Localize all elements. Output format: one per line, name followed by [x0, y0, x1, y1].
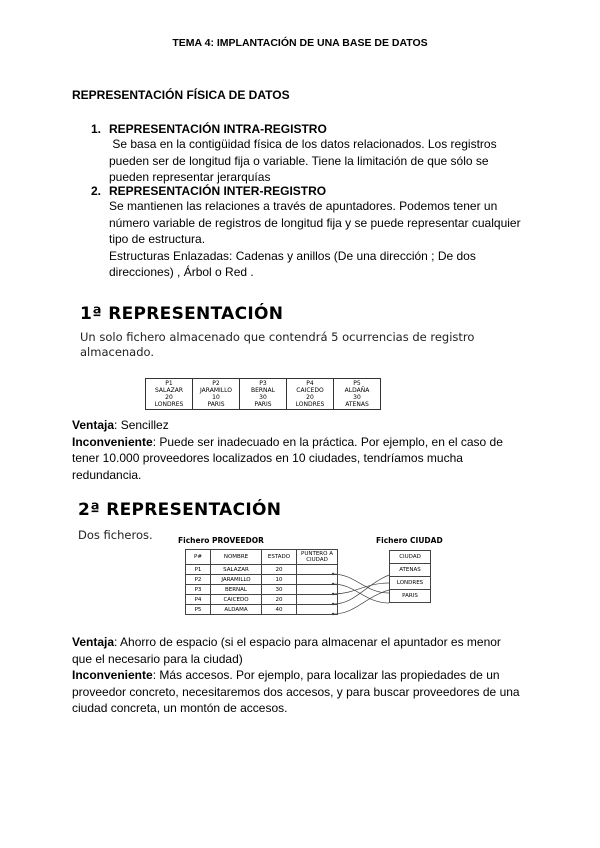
rep2-ventaja-line: que el necesario para la ciudad) [72, 651, 243, 666]
column-header: PUNTERO A CIUDAD [297, 550, 338, 565]
item-2-line: Estructuras Enlazadas: Cadenas y anillos (De una dirección ; De dos [109, 248, 476, 263]
rep1-inconveniente-line: tener 10.000 proveedores localizados en 10 ciudades, tendríamos mucha [72, 451, 463, 465]
ciudad-row: PARIS [402, 593, 418, 599]
rep2-subtitle: Dos ficheros. [78, 528, 153, 542]
record-cell: P5 ALDAÑA 30 ATENAS [334, 379, 381, 410]
rep2-inconveniente: Inconveniente: Más accesos. Por ejemplo, para localizar las propiedades de un [72, 668, 500, 682]
column-header: ESTADO [262, 550, 297, 565]
rep1-subtitle [80, 330, 474, 360]
rep1-ventaja: Ventaja: Sencillez [72, 418, 169, 432]
record-cell: P4 CAICEDO 20 LONDRES [287, 379, 334, 410]
rep1-pros-cons [72, 417, 532, 483]
item-2-line: Se mantienen las relaciones a través de apuntadores. Podemos tener un [109, 199, 498, 213]
prov-file-label: Fichero PROVEEDOR [178, 536, 264, 545]
table-row: P4 CAICEDO 20 [186, 595, 338, 605]
item-2-line: tipo de estructura. [109, 232, 206, 246]
column-header: NOMBRE [211, 550, 262, 565]
table-row: P2 JARAMILLO 10 [186, 575, 338, 585]
page-header-title: TEMA 4: IMPLANTACIÓN DE UNA BASE DE DATOS [172, 37, 428, 49]
rep2-title: 2ª REPRESENTACIÓN [78, 500, 282, 520]
rep2-ventaja: Ventaja: Ahorro de espacio (si el espacio para almacenar el apuntador es menor [72, 635, 501, 649]
ciudad-table [389, 550, 431, 603]
item-1-line: Se basa en la contigüidad física de los datos relacionados. Los registros [109, 137, 497, 151]
pointer-arrow [333, 575, 389, 604]
rep1-records-table [145, 378, 381, 410]
item-1-heading-text: REPRESENTACIÓN INTRA-REGISTRO [109, 122, 327, 136]
item-2-heading [91, 184, 326, 198]
pointer-arrows [325, 545, 395, 625]
table-row: P5 ALDAMA 40 [186, 605, 338, 615]
ciudad-file-label: Fichero CIUDAD [376, 536, 443, 545]
item-2-number: 2. [91, 184, 102, 198]
record-cell: P3 BERNAL 30 PARIS [240, 379, 287, 410]
rep2-inconveniente-line: proveedor concreto, necesitaremos dos accesos, y para buscar proveedores de una [72, 684, 520, 699]
ciudad-header: CIUDAD [390, 551, 430, 564]
rep2-inconveniente-line: ciudad concreta, un montón de accesos. [72, 701, 288, 715]
item-2-heading-text: REPRESENTACIÓN INTER-REGISTRO [109, 184, 327, 198]
item-1-body [109, 136, 497, 186]
item-2-line: número variable de registros de longitud fija y se puede representar cualquier [109, 215, 521, 230]
rep1-subtitle-line: Un solo fichero almacenado que contendrá 5 ocurrencias de registro [80, 330, 475, 344]
column-header: P# [186, 550, 211, 565]
prov-table [185, 549, 338, 615]
table-row [146, 379, 381, 410]
rep1-title: 1ª REPRESENTACIÓN [80, 304, 284, 324]
item-1-heading [91, 122, 327, 136]
item-1-line: pueden ser de longitud fija o variable. Tiene la limitación de que sólo se [109, 153, 489, 168]
table-row: P3 BERNAL 30 [186, 585, 338, 595]
record-cell: P2 JARAMILLO 10 PARIS [193, 379, 240, 410]
record-cell: P1 SALAZAR 20 LONDRES [146, 379, 193, 410]
item-1-number: 1. [91, 122, 102, 136]
rep1-subtitle-line: almacenado. [80, 345, 155, 359]
rep2-pros-cons [72, 634, 542, 717]
section-title: REPRESENTACIÓN FÍSICA DE DATOS [72, 88, 290, 102]
table-row: P1 SALAZAR 20 [186, 565, 338, 575]
item-1-line: pueden representar jerarquías [109, 170, 271, 184]
ciudad-row: LONDRES [390, 577, 430, 590]
table-row [186, 550, 338, 565]
item-2-body [109, 198, 521, 281]
rep1-inconveniente-line: redundancia. [72, 467, 142, 482]
ciudad-row: ATENAS [390, 564, 430, 577]
rep1-inconveniente: Inconveniente: Puede ser inadecuado en la práctica. Por ejemplo, en el caso de [72, 434, 503, 449]
item-2-line: direcciones) , Árbol o Red . [109, 265, 254, 279]
